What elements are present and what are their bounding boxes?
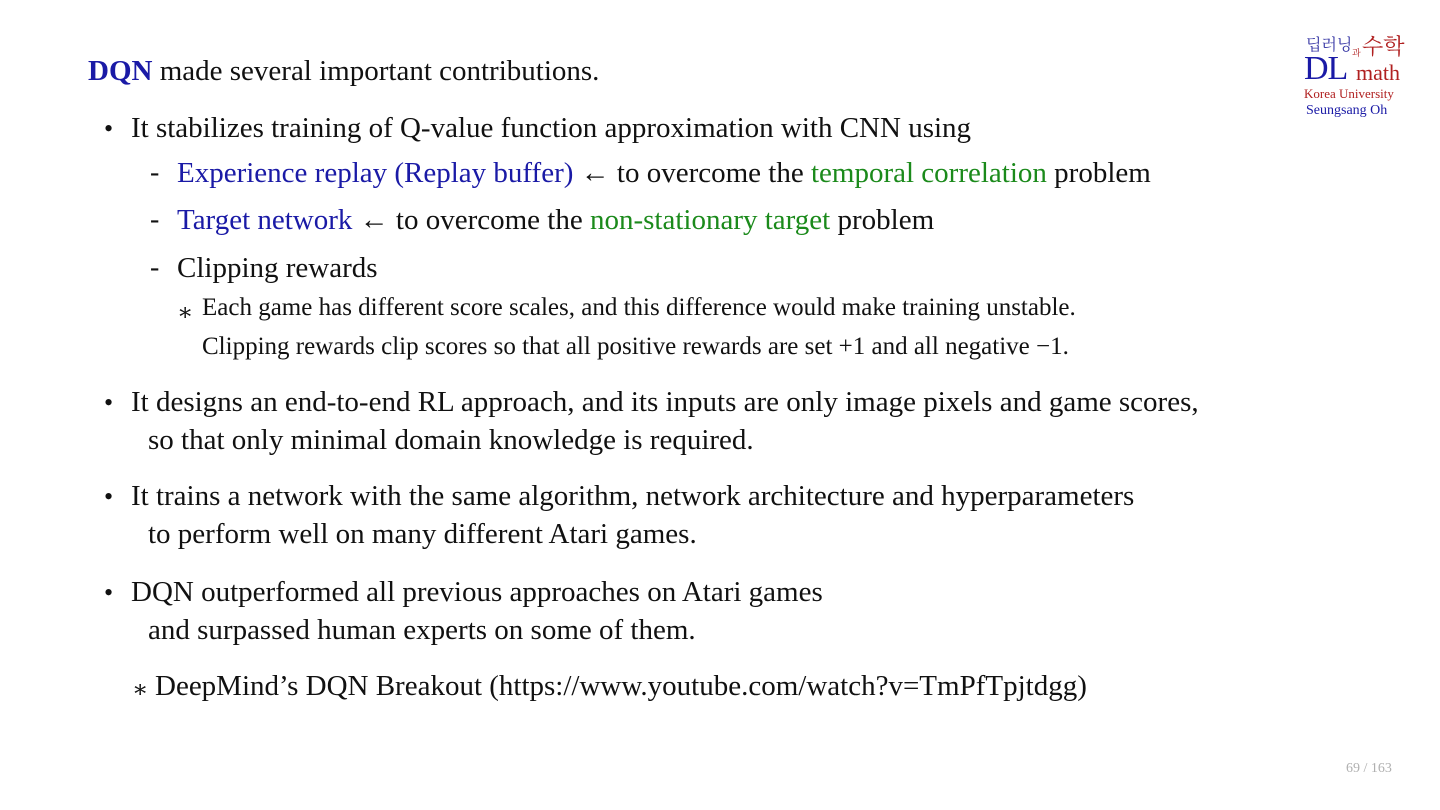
logo-math: math xyxy=(1356,60,1400,85)
sub-bullet-clipping-rewards: Clipping rewards xyxy=(177,252,378,284)
target-network-term: Target network xyxy=(177,204,353,236)
bullet-2-line-2: so that only minimal domain knowledge is required. xyxy=(148,424,754,456)
target-network-arrow-text: ← to overcome the xyxy=(352,204,590,236)
logo-korean-conjunction: 과 xyxy=(1352,49,1361,59)
sub-bullet-marker: - xyxy=(150,204,160,235)
logo-author: Seungsang Oh xyxy=(1306,103,1388,118)
non-stationary-target-term: non-stationary target xyxy=(589,204,831,236)
sub-bullet-marker: - xyxy=(150,252,160,283)
bullet-2-line-1: It designs an end-to-end RL approach, and its inputs are only image pixels and game scores, xyxy=(131,386,1199,418)
experience-replay-arrow-text: ← to overcome the xyxy=(573,157,811,189)
bullet-marker: • xyxy=(104,578,114,607)
footnote-marker: ∗ xyxy=(132,677,149,703)
bullet-4-line-1: DQN outperformed all previous approaches on Atari games xyxy=(131,576,823,608)
bullet-marker: • xyxy=(104,388,114,417)
bullet-4-line-2: and surpassed human experts on some of them. xyxy=(148,614,696,646)
logo-korean-math: 수학 xyxy=(1362,35,1405,60)
bullet-3-line-1: It trains a network with the same algorithm, network architecture and hyperparameters xyxy=(131,480,1135,512)
clipping-detail-line-1: Each game has different score scales, and this difference would make training unstable. xyxy=(202,294,1076,321)
sub-bullet-target-network xyxy=(177,204,934,237)
logo-korean-deep-learning: 딥러닝 xyxy=(1306,35,1353,54)
sub-bullet-experience-replay xyxy=(177,157,1151,190)
dl-math-logo xyxy=(1296,30,1416,122)
sub-bullet-marker: - xyxy=(150,157,160,188)
page-number: 69 / 163 xyxy=(1346,761,1392,776)
bullet-1-text: It stabilizes training of Q-value function approximation with CNN using xyxy=(131,112,972,144)
logo-dl: DL xyxy=(1304,50,1348,87)
logo-university: Korea University xyxy=(1304,86,1394,101)
temporal-correlation-term: temporal correlation xyxy=(810,157,1047,189)
slide-headline xyxy=(88,55,599,88)
clipping-detail-line-2: Clipping rewards clip scores so that all positive rewards are set +1 and all negative −1. xyxy=(202,333,1069,360)
headline-emphasis: DQN xyxy=(88,55,153,87)
bullet-marker: • xyxy=(104,482,114,511)
experience-replay-end: problem xyxy=(1046,157,1151,189)
footnote-link-text: DeepMind’s DQN Breakout (https://www.youtube.com/watch?v=TmPfTpjtdgg) xyxy=(155,670,1087,702)
target-network-end: problem xyxy=(830,204,935,236)
headline-text: made several important contributions. xyxy=(152,55,600,87)
experience-replay-term: Experience replay (Replay buffer) xyxy=(177,157,574,189)
bullet-marker: • xyxy=(104,114,114,143)
detail-marker: ∗ xyxy=(177,300,194,326)
bullet-3-line-2: to perform well on many different Atari games. xyxy=(148,518,697,550)
